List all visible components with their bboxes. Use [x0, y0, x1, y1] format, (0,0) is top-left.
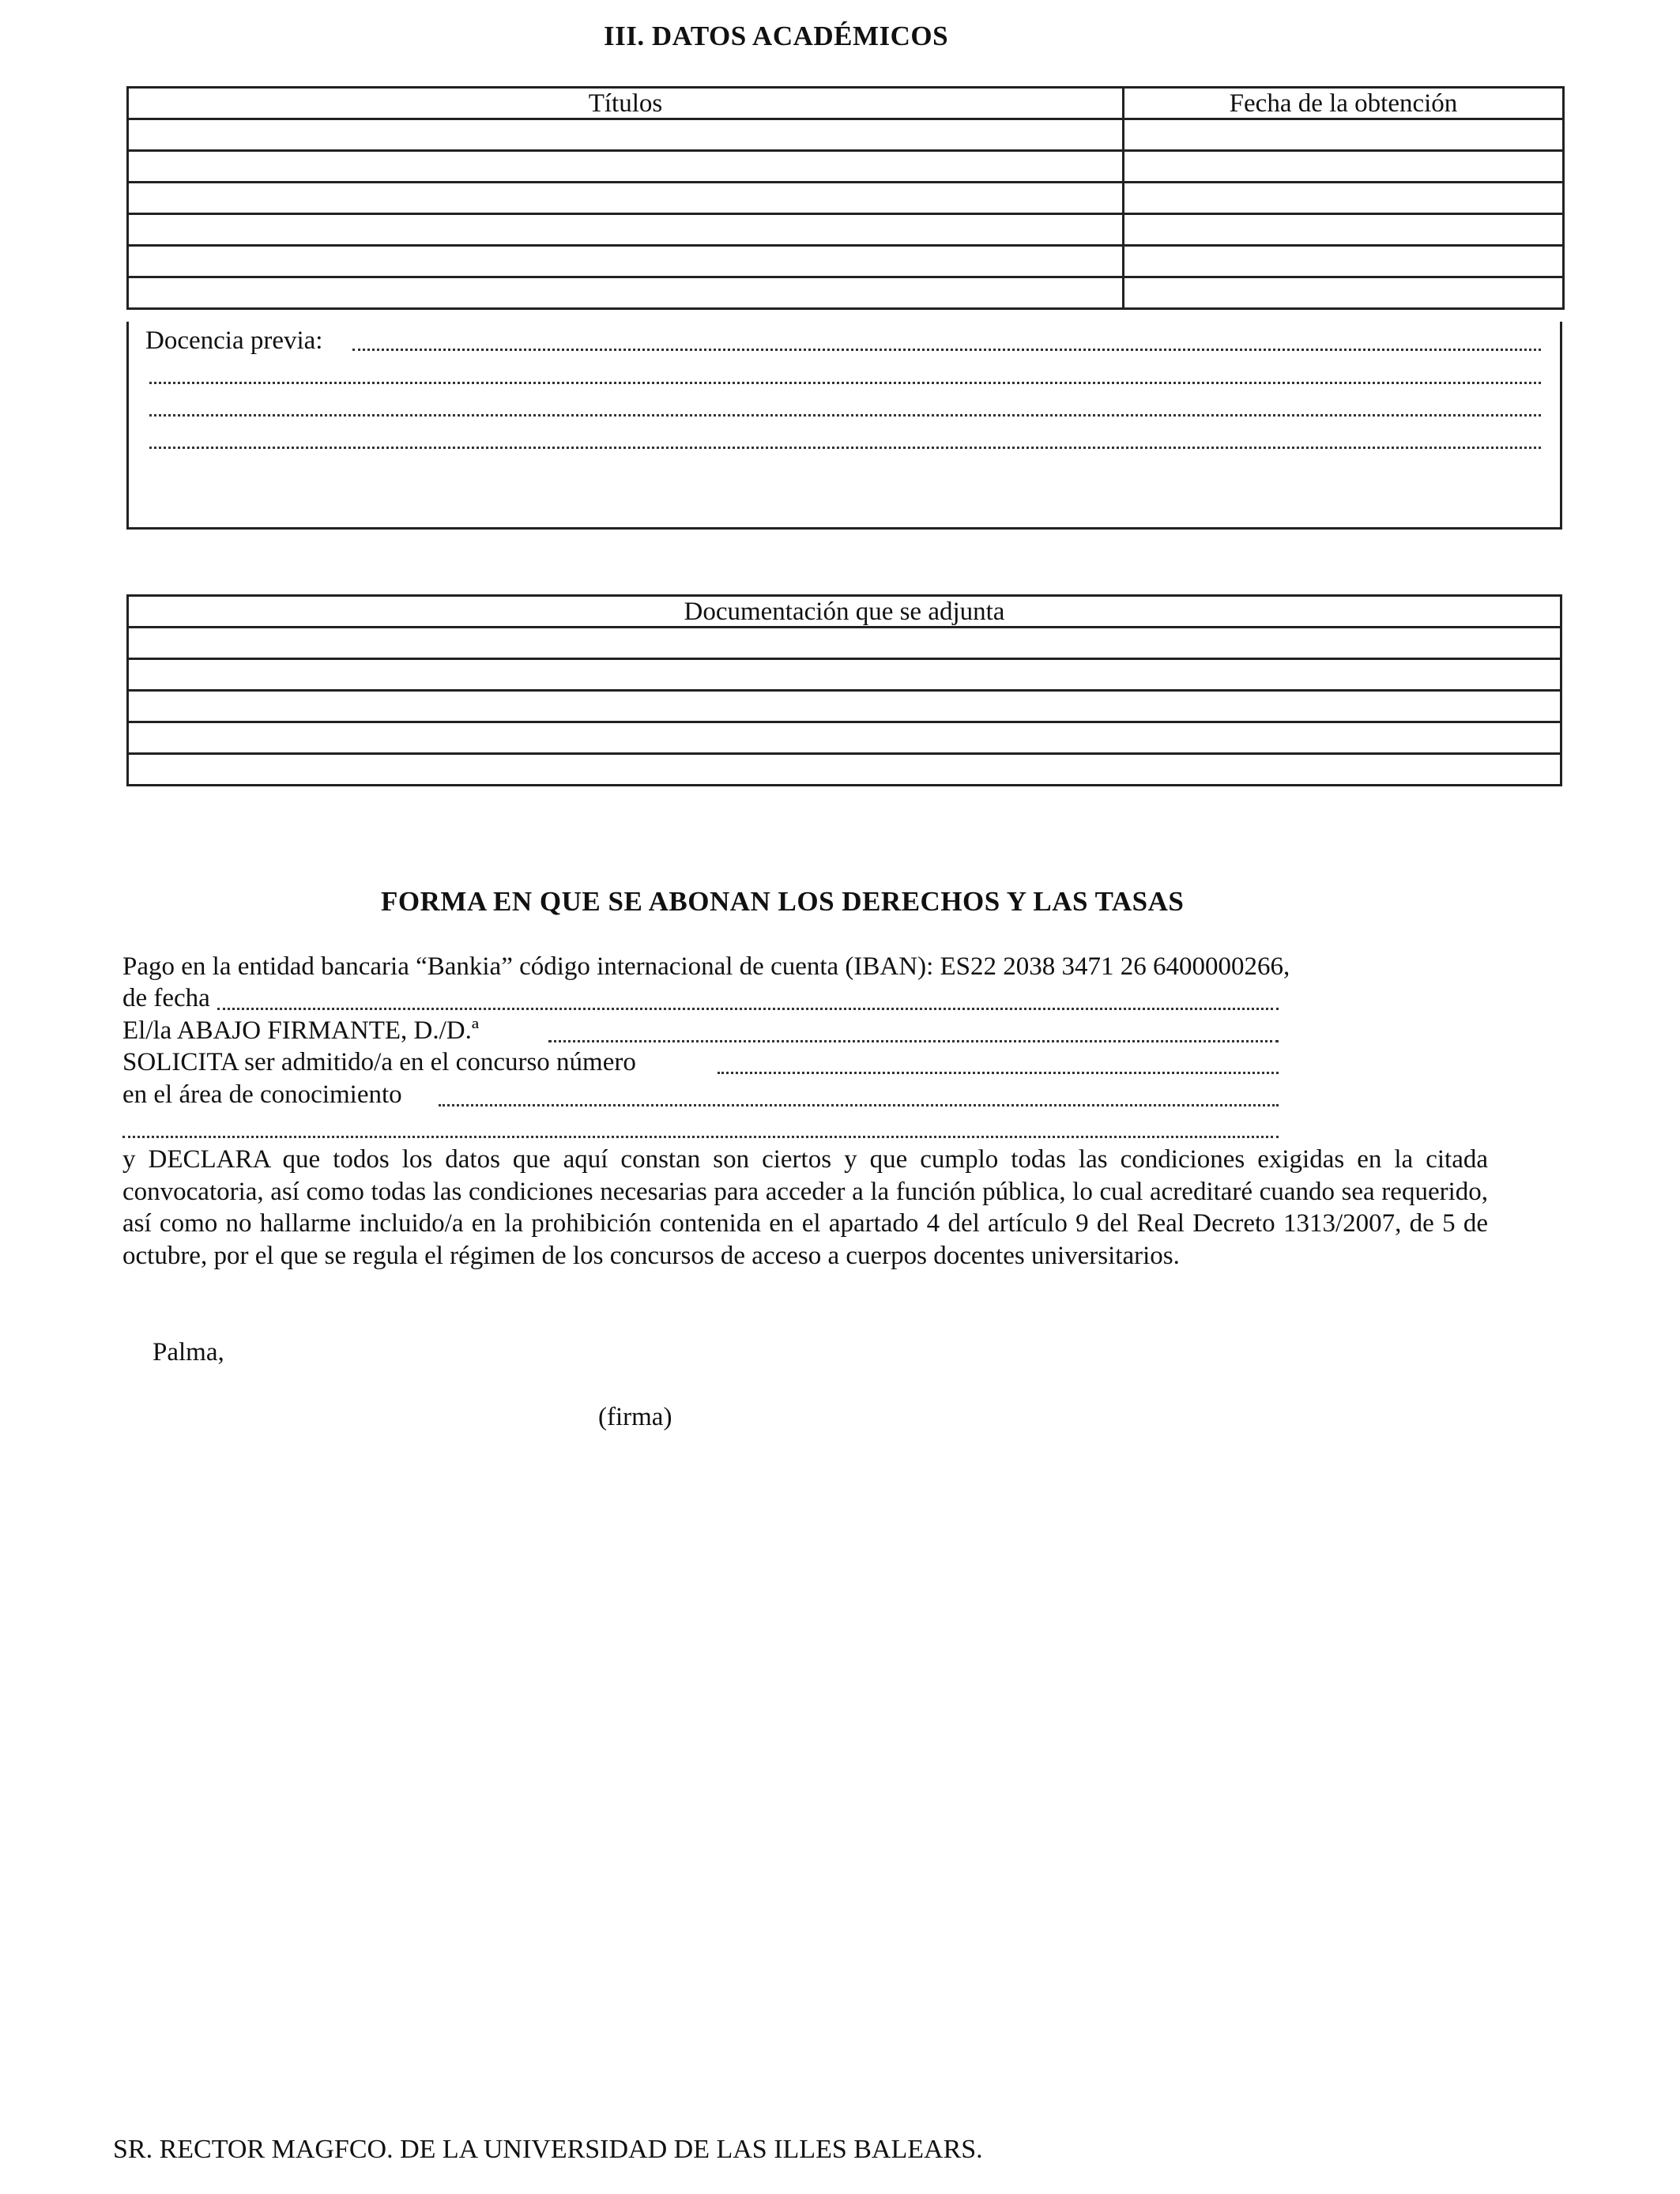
docencia-line-3[interactable] — [149, 414, 1541, 417]
document-cell[interactable] — [128, 691, 1561, 722]
document-cell[interactable] — [128, 722, 1561, 754]
date-field[interactable] — [217, 1008, 1279, 1010]
signer-label: El/la ABAJO FIRMANTE, D./D.ª — [122, 1016, 479, 1045]
date-cell[interactable] — [1124, 183, 1564, 214]
date-cell[interactable] — [1124, 277, 1564, 309]
table-row — [128, 183, 1564, 214]
section-heading-payment: FORMA EN QUE SE ABONAN LOS DERECHOS Y LAS TASAS — [381, 886, 1185, 917]
table-row — [128, 659, 1561, 691]
table-row — [128, 119, 1564, 151]
title-cell[interactable] — [128, 151, 1124, 183]
title-cell[interactable] — [128, 183, 1124, 214]
table-row — [128, 754, 1561, 786]
bank-account-line: Pago en la entidad bancaria “Bankia” código internacional de cuenta (IBAN): ES22 2038 3471 26 6400000266, — [122, 952, 1290, 981]
docencia-line-1[interactable] — [352, 349, 1541, 351]
docencia-previa-box — [126, 322, 1562, 530]
table-row — [128, 246, 1564, 277]
document-cell[interactable] — [128, 659, 1561, 691]
signer-name-field[interactable] — [548, 1040, 1279, 1042]
title-cell[interactable] — [128, 246, 1124, 277]
knowledge-area-field-continued[interactable] — [122, 1136, 1279, 1138]
date-cell[interactable] — [1124, 214, 1564, 246]
competition-number-field[interactable] — [718, 1072, 1279, 1074]
document-cell[interactable] — [128, 628, 1561, 659]
section-heading-academic: III. DATOS ACADÉMICOS — [604, 21, 949, 51]
title-cell[interactable] — [128, 277, 1124, 309]
table-row — [128, 628, 1561, 659]
document-cell[interactable] — [128, 754, 1561, 786]
column-header-documents: Documentación que se adjunta — [128, 596, 1561, 628]
table-row — [128, 151, 1564, 183]
addressee-footer: SR. RECTOR MAGFCO. DE LA UNIVERSIDAD DE LAS ILLES BALEARS. — [113, 2135, 983, 2164]
date-cell[interactable] — [1124, 119, 1564, 151]
table-header-row — [128, 88, 1564, 119]
place-label: Palma, — [153, 1338, 224, 1367]
area-label: en el área de conocimiento — [122, 1080, 402, 1109]
academic-titles-table — [126, 86, 1565, 310]
title-cell[interactable] — [128, 119, 1124, 151]
declaration-paragraph: y DECLARA que todos los datos que aquí constan son ciertos y que cumplo todas las condiciones exigidas en la citada convocatoria, así como todas las condiciones necesarias para acceder a la función pública, lo cual acreditaré cuando sea requerido, así como no hallarme incluido/a en la prohibición contenida en el apartado 4 del artículo 9 del Real Decreto 1313/2007, de 5 de octubre, por el que se regula el régimen de los concursos de acceso a cuerpos docentes universitarios. — [122, 1145, 1488, 1270]
column-header-titles: Títulos — [128, 88, 1124, 119]
date-label: de fecha — [122, 984, 210, 1012]
docencia-previa-label: Docencia previa: — [145, 326, 323, 355]
knowledge-area-field[interactable] — [439, 1104, 1279, 1106]
table-row — [128, 691, 1561, 722]
request-label: SOLICITA ser admitido/a en el concurso número — [122, 1048, 636, 1076]
table-header-row — [128, 596, 1561, 628]
docencia-line-2[interactable] — [149, 382, 1541, 384]
docencia-line-4[interactable] — [149, 447, 1541, 449]
signature-label: (firma) — [598, 1403, 672, 1431]
table-row — [128, 277, 1564, 309]
attached-documents-table — [126, 594, 1562, 786]
date-cell[interactable] — [1124, 246, 1564, 277]
column-header-date: Fecha de la obtención — [1124, 88, 1564, 119]
table-row — [128, 722, 1561, 754]
table-row — [128, 214, 1564, 246]
title-cell[interactable] — [128, 214, 1124, 246]
date-cell[interactable] — [1124, 151, 1564, 183]
